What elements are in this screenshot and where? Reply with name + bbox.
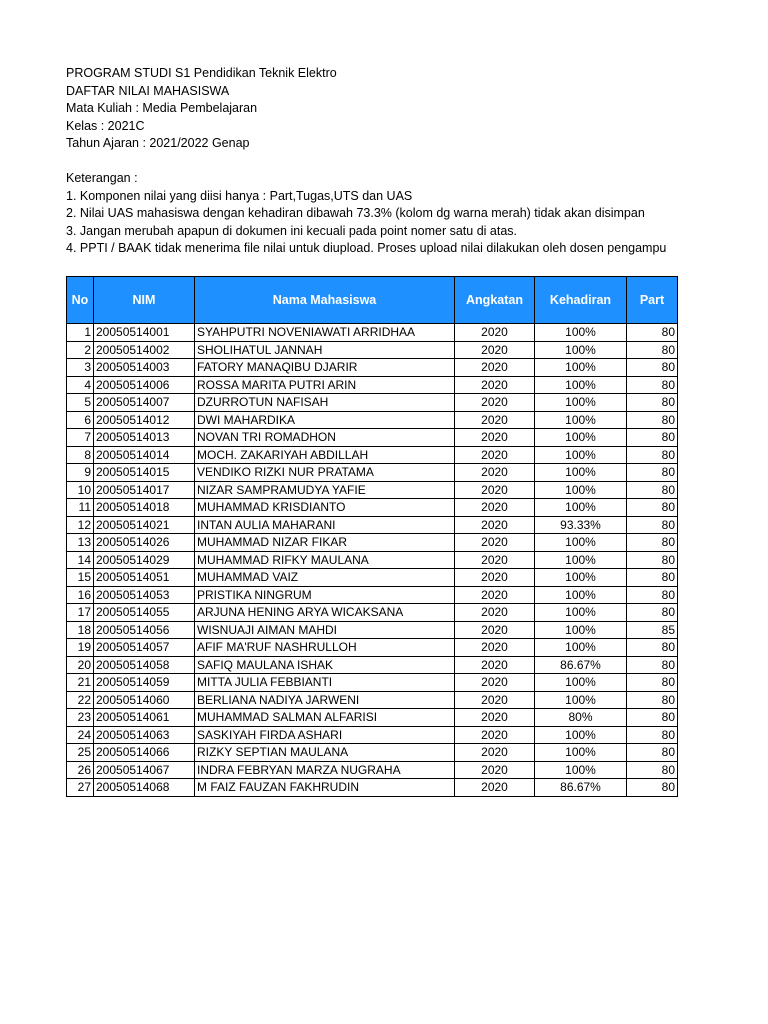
cell-nim: 20050514059 bbox=[94, 674, 195, 692]
cell-part: 80 bbox=[627, 516, 678, 534]
cell-nama: PRISTIKA NINGRUM bbox=[195, 586, 455, 604]
cell-no: 15 bbox=[67, 569, 94, 587]
note-item: 1. Komponen nilai yang diisi hanya : Part,Tugas,UTS dan UAS bbox=[66, 188, 413, 203]
cell-nim: 20050514026 bbox=[94, 534, 195, 552]
cell-part: 80 bbox=[627, 639, 678, 657]
cell-no: 6 bbox=[67, 411, 94, 429]
cell-no: 25 bbox=[67, 744, 94, 762]
class-line: Kelas : 2021C bbox=[66, 118, 145, 133]
cell-nama: AFIF MA'RUF NASHRULLOH bbox=[195, 639, 455, 657]
cell-nama: MUHAMMAD RIFKY MAULANA bbox=[195, 551, 455, 569]
table-row bbox=[67, 779, 678, 797]
cell-angkatan: 2020 bbox=[455, 586, 535, 604]
cell-part: 80 bbox=[627, 429, 678, 447]
table-row bbox=[67, 394, 678, 412]
table-row bbox=[67, 376, 678, 394]
cell-angkatan: 2020 bbox=[455, 656, 535, 674]
cell-nama: INDRA FEBRYAN MARZA NUGRAHA bbox=[195, 761, 455, 779]
cell-no: 23 bbox=[67, 709, 94, 727]
cell-part: 80 bbox=[627, 499, 678, 517]
cell-part: 80 bbox=[627, 534, 678, 552]
cell-no: 14 bbox=[67, 551, 94, 569]
note-item: 3. Jangan merubah apapun di dokumen ini kecuali pada point nomer satu di atas. bbox=[66, 223, 517, 238]
cell-angkatan: 2020 bbox=[455, 744, 535, 762]
note-item: 2. Nilai UAS mahasiswa dengan kehadiran dibawah 73.3% (kolom dg warna merah) tidak akan disimpan bbox=[66, 206, 645, 220]
cell-part: 80 bbox=[627, 464, 678, 482]
cell-no: 27 bbox=[67, 779, 94, 797]
cell-kehadiran: 100% bbox=[535, 586, 627, 604]
cell-part: 80 bbox=[627, 481, 678, 499]
table-row bbox=[67, 656, 678, 674]
cell-nama: SAFIQ MAULANA ISHAK bbox=[195, 656, 455, 674]
cell-angkatan: 2020 bbox=[455, 324, 535, 342]
cell-part: 80 bbox=[627, 779, 678, 797]
header-no: No bbox=[67, 277, 94, 324]
cell-kehadiran: 100% bbox=[535, 376, 627, 394]
cell-no: 12 bbox=[67, 516, 94, 534]
cell-nim: 20050514001 bbox=[94, 324, 195, 342]
cell-part: 80 bbox=[627, 604, 678, 622]
cell-part: 80 bbox=[627, 376, 678, 394]
cell-nim: 20050514060 bbox=[94, 691, 195, 709]
table-row bbox=[67, 691, 678, 709]
cell-nama: MUHAMMAD NIZAR FIKAR bbox=[195, 534, 455, 552]
cell-nama: FATORY MANAQIBU DJARIR bbox=[195, 359, 455, 377]
table-row bbox=[67, 639, 678, 657]
cell-part: 80 bbox=[627, 394, 678, 412]
cell-no: 24 bbox=[67, 726, 94, 744]
cell-no: 18 bbox=[67, 621, 94, 639]
cell-kehadiran: 86.67% bbox=[535, 656, 627, 674]
cell-kehadiran: 100% bbox=[535, 604, 627, 622]
cell-nama: VENDIKO RIZKI NUR PRATAMA bbox=[195, 464, 455, 482]
cell-part: 80 bbox=[627, 674, 678, 692]
cell-no: 7 bbox=[67, 429, 94, 447]
cell-nim: 20050514013 bbox=[94, 429, 195, 447]
cell-kehadiran: 100% bbox=[535, 691, 627, 709]
note-item: 4. PPTI / BAAK tidak menerima file nilai untuk diupload. Proses upload nilai dilakukan oleh dosen pengampu bbox=[66, 241, 667, 255]
cell-no: 16 bbox=[67, 586, 94, 604]
cell-no: 9 bbox=[67, 464, 94, 482]
cell-part: 85 bbox=[627, 621, 678, 639]
cell-nama: DWI MAHARDIKA bbox=[195, 411, 455, 429]
cell-kehadiran: 100% bbox=[535, 446, 627, 464]
table-row bbox=[67, 569, 678, 587]
cell-nama: SHOLIHATUL JANNAH bbox=[195, 341, 455, 359]
cell-kehadiran: 100% bbox=[535, 551, 627, 569]
cell-nim: 20050514006 bbox=[94, 376, 195, 394]
cell-kehadiran: 80% bbox=[535, 709, 627, 727]
cell-no: 17 bbox=[67, 604, 94, 622]
cell-no: 4 bbox=[67, 376, 94, 394]
table-row bbox=[67, 586, 678, 604]
cell-nama: RIZKY SEPTIAN MAULANA bbox=[195, 744, 455, 762]
notes-title: Keterangan : bbox=[66, 171, 138, 185]
cell-nim: 20050514002 bbox=[94, 341, 195, 359]
cell-nim: 20050514003 bbox=[94, 359, 195, 377]
table-row bbox=[67, 324, 678, 342]
cell-nama: ARJUNA HENING ARYA WICAKSANA bbox=[195, 604, 455, 622]
cell-kehadiran: 100% bbox=[535, 639, 627, 657]
cell-no: 10 bbox=[67, 481, 94, 499]
header-nama: Nama Mahasiswa bbox=[195, 277, 455, 324]
cell-kehadiran: 100% bbox=[535, 569, 627, 587]
cell-no: 2 bbox=[67, 341, 94, 359]
cell-part: 80 bbox=[627, 324, 678, 342]
cell-part: 80 bbox=[627, 744, 678, 762]
cell-nim: 20050514017 bbox=[94, 481, 195, 499]
cell-no: 22 bbox=[67, 691, 94, 709]
cell-kehadiran: 100% bbox=[535, 324, 627, 342]
cell-angkatan: 2020 bbox=[455, 709, 535, 727]
cell-angkatan: 2020 bbox=[455, 621, 535, 639]
cell-angkatan: 2020 bbox=[455, 481, 535, 499]
table-header-row bbox=[67, 277, 678, 324]
cell-part: 80 bbox=[627, 569, 678, 587]
cell-no: 11 bbox=[67, 499, 94, 517]
cell-angkatan: 2020 bbox=[455, 499, 535, 517]
cell-nim: 20050514029 bbox=[94, 551, 195, 569]
cell-nim: 20050514007 bbox=[94, 394, 195, 412]
cell-no: 8 bbox=[67, 446, 94, 464]
cell-nim: 20050514063 bbox=[94, 726, 195, 744]
table-row bbox=[67, 481, 678, 499]
header-kehadiran: Kehadiran bbox=[535, 277, 627, 324]
cell-no: 3 bbox=[67, 359, 94, 377]
cell-kehadiran: 100% bbox=[535, 394, 627, 412]
table-row bbox=[67, 761, 678, 779]
table-row bbox=[67, 446, 678, 464]
cell-kehadiran: 100% bbox=[535, 761, 627, 779]
cell-nama: MUHAMMAD VAIZ bbox=[195, 569, 455, 587]
cell-no: 26 bbox=[67, 761, 94, 779]
table-row bbox=[67, 464, 678, 482]
cell-part: 80 bbox=[627, 691, 678, 709]
document-header bbox=[66, 65, 676, 258]
cell-part: 80 bbox=[627, 341, 678, 359]
table-row bbox=[67, 744, 678, 762]
cell-angkatan: 2020 bbox=[455, 394, 535, 412]
cell-nama: MOCH. ZAKARIYAH ABDILLAH bbox=[195, 446, 455, 464]
table-row bbox=[67, 674, 678, 692]
cell-angkatan: 2020 bbox=[455, 674, 535, 692]
cell-kehadiran: 100% bbox=[535, 744, 627, 762]
cell-part: 80 bbox=[627, 709, 678, 727]
cell-no: 1 bbox=[67, 324, 94, 342]
cell-angkatan: 2020 bbox=[455, 341, 535, 359]
table-row bbox=[67, 499, 678, 517]
cell-angkatan: 2020 bbox=[455, 446, 535, 464]
cell-part: 80 bbox=[627, 586, 678, 604]
cell-nama: ROSSA MARITA PUTRI ARIN bbox=[195, 376, 455, 394]
cell-kehadiran: 100% bbox=[535, 359, 627, 377]
cell-angkatan: 2020 bbox=[455, 639, 535, 657]
table-row bbox=[67, 726, 678, 744]
header-angkatan: Angkatan bbox=[455, 277, 535, 324]
cell-part: 80 bbox=[627, 656, 678, 674]
cell-nama: MUHAMMAD KRISDIANTO bbox=[195, 499, 455, 517]
cell-nim: 20050514012 bbox=[94, 411, 195, 429]
cell-angkatan: 2020 bbox=[455, 411, 535, 429]
cell-angkatan: 2020 bbox=[455, 779, 535, 797]
cell-nim: 20050514068 bbox=[94, 779, 195, 797]
cell-kehadiran: 100% bbox=[535, 726, 627, 744]
cell-angkatan: 2020 bbox=[455, 691, 535, 709]
cell-angkatan: 2020 bbox=[455, 726, 535, 744]
table-row bbox=[67, 516, 678, 534]
cell-nama: DZURROTUN NAFISAH bbox=[195, 394, 455, 412]
cell-nim: 20050514051 bbox=[94, 569, 195, 587]
cell-nim: 20050514055 bbox=[94, 604, 195, 622]
cell-nama: SASKIYAH FIRDA ASHARI bbox=[195, 726, 455, 744]
cell-kehadiran: 100% bbox=[535, 481, 627, 499]
cell-kehadiran: 100% bbox=[535, 534, 627, 552]
table-row bbox=[67, 604, 678, 622]
cell-no: 20 bbox=[67, 656, 94, 674]
cell-no: 21 bbox=[67, 674, 94, 692]
cell-angkatan: 2020 bbox=[455, 551, 535, 569]
cell-kehadiran: 100% bbox=[535, 674, 627, 692]
cell-kehadiran: 100% bbox=[535, 429, 627, 447]
cell-kehadiran: 100% bbox=[535, 341, 627, 359]
cell-part: 80 bbox=[627, 411, 678, 429]
cell-part: 80 bbox=[627, 726, 678, 744]
cell-angkatan: 2020 bbox=[455, 569, 535, 587]
cell-no: 5 bbox=[67, 394, 94, 412]
cell-kehadiran: 100% bbox=[535, 464, 627, 482]
program-line: PROGRAM STUDI S1 Pendidikan Teknik Elektro bbox=[66, 66, 337, 80]
cell-kehadiran: 86.67% bbox=[535, 779, 627, 797]
spacer bbox=[66, 153, 676, 171]
cell-part: 80 bbox=[627, 551, 678, 569]
cell-angkatan: 2020 bbox=[455, 376, 535, 394]
cell-nim: 20050514057 bbox=[94, 639, 195, 657]
cell-nim: 20050514058 bbox=[94, 656, 195, 674]
cell-nama: SYAHPUTRI NOVENIAWATI ARRIDHAA bbox=[195, 324, 455, 342]
header-part: Part bbox=[627, 277, 678, 324]
table-row bbox=[67, 429, 678, 447]
grades-table bbox=[66, 276, 678, 797]
cell-part: 80 bbox=[627, 359, 678, 377]
cell-angkatan: 2020 bbox=[455, 761, 535, 779]
cell-angkatan: 2020 bbox=[455, 464, 535, 482]
cell-angkatan: 2020 bbox=[455, 359, 535, 377]
cell-angkatan: 2020 bbox=[455, 534, 535, 552]
cell-nim: 20050514014 bbox=[94, 446, 195, 464]
cell-nama: NOVAN TRI ROMADHON bbox=[195, 429, 455, 447]
table-row bbox=[67, 534, 678, 552]
cell-kehadiran: 100% bbox=[535, 499, 627, 517]
document-title: DAFTAR NILAI MAHASISWA bbox=[66, 83, 230, 98]
cell-nama: NIZAR SAMPRAMUDYA YAFIE bbox=[195, 481, 455, 499]
cell-nim: 20050514056 bbox=[94, 621, 195, 639]
cell-angkatan: 2020 bbox=[455, 516, 535, 534]
cell-nama: M FAIZ FAUZAN FAKHRUDIN bbox=[195, 779, 455, 797]
table-row bbox=[67, 621, 678, 639]
cell-angkatan: 2020 bbox=[455, 604, 535, 622]
table-row bbox=[67, 359, 678, 377]
cell-kehadiran: 93.33% bbox=[535, 516, 627, 534]
cell-angkatan: 2020 bbox=[455, 429, 535, 447]
cell-kehadiran: 100% bbox=[535, 411, 627, 429]
cell-nim: 20050514018 bbox=[94, 499, 195, 517]
cell-nama: MITTA JULIA FEBBIANTI bbox=[195, 674, 455, 692]
cell-nama: WISNUAJI AIMAN MAHDI bbox=[195, 621, 455, 639]
cell-nim: 20050514021 bbox=[94, 516, 195, 534]
cell-no: 19 bbox=[67, 639, 94, 657]
cell-kehadiran: 100% bbox=[535, 621, 627, 639]
cell-nim: 20050514066 bbox=[94, 744, 195, 762]
cell-nim: 20050514061 bbox=[94, 709, 195, 727]
table-row bbox=[67, 709, 678, 727]
cell-nim: 20050514053 bbox=[94, 586, 195, 604]
cell-nim: 20050514015 bbox=[94, 464, 195, 482]
cell-nama: MUHAMMAD SALMAN ALFARISI bbox=[195, 709, 455, 727]
header-nim: NIM bbox=[94, 277, 195, 324]
table-row bbox=[67, 341, 678, 359]
cell-part: 80 bbox=[627, 446, 678, 464]
course-line: Mata Kuliah : Media Pembelajaran bbox=[66, 101, 258, 115]
cell-part: 80 bbox=[627, 761, 678, 779]
cell-nim: 20050514067 bbox=[94, 761, 195, 779]
table-row bbox=[67, 551, 678, 569]
cell-nama: INTAN AULIA MAHARANI bbox=[195, 516, 455, 534]
cell-nama: BERLIANA NADIYA JARWENI bbox=[195, 691, 455, 709]
cell-no: 13 bbox=[67, 534, 94, 552]
table-row bbox=[67, 411, 678, 429]
academic-year-line: Tahun Ajaran : 2021/2022 Genap bbox=[66, 136, 250, 150]
